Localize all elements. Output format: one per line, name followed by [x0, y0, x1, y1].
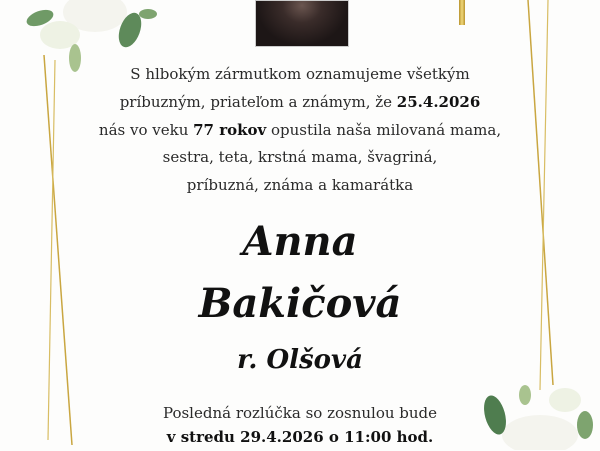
portrait-photo — [255, 0, 349, 47]
intro-text: opustila naša milovaná mama, — [266, 121, 502, 139]
intro-line-1 — [0, 60, 600, 88]
death-date: 25.4.2026 — [396, 93, 481, 111]
intro-line-5 — [0, 171, 600, 199]
gold-ribbon-decoration — [459, 0, 465, 25]
intro-text: sestra, teta, krstná mama, švagriná, — [162, 148, 438, 166]
age: 77 rokov — [193, 121, 267, 139]
intro-line-3 — [0, 116, 600, 144]
intro-line-4 — [0, 143, 600, 171]
intro-line-2 — [0, 88, 600, 116]
farewell-line: Posledná rozlúčka so zosnulou bude — [162, 404, 438, 422]
intro-text: S hlbokým zármutkom oznamujeme všetkým — [130, 65, 470, 83]
intro-text: príbuzná, známa a kamarátka — [186, 176, 414, 194]
deceased-last-name: Bakičová — [198, 280, 402, 327]
deceased-first-name: Anna — [242, 218, 358, 265]
maiden-name: r. Olšová — [237, 345, 363, 375]
farewell-date: v stredu 29.4.2026 o 11:00 hod. — [166, 428, 434, 446]
intro-text: nás vo veku — [98, 121, 194, 139]
intro-text: príbuzným, priateľom a známym, že — [119, 93, 397, 111]
